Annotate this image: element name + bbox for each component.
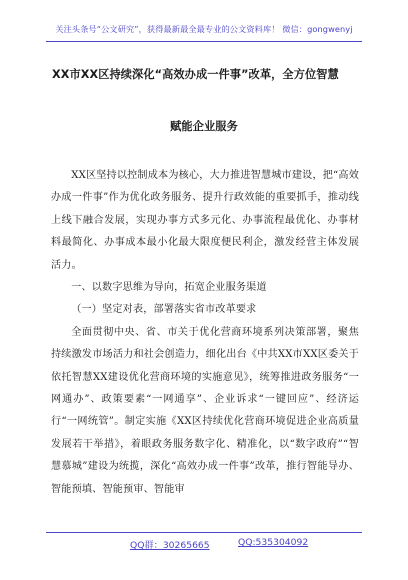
- body-paragraph: 全面贯彻中央、省、市关于优化营商环境系列决策部署，聚焦持续激发市场活力和社会创造力，细化出台《中共XX市XX区委关于依托智慧XX建设优化营商环境的实施意见》，统筹推进政务服务“一网通办”、政策要素“一网通享”、企业诉求“一键回应”、经济运行“一网统管”。制定实施《XX区持续优化营商环境促进企业高质量发展若干举措》，着眼政务服务数字化、精准化，以“数字政府”“智慧慕城”建设为统揽，深化“高效办成一件事”改革，推行智能导办、智能预填、智能预审、智能审: [51, 326, 359, 495]
- header-divider: [46, 41, 362, 42]
- header-banner: 关注头条号“公文研究”，获得最新最全最专业的公文资料库！ 微信：gongwenyj: [55, 24, 353, 34]
- footer-divider: [46, 532, 362, 533]
- document-title-line-2: 赋能企业服务: [170, 120, 238, 133]
- intro-paragraph: XX区坚持以控制成本为核心，大力推进智慧城市建设，把“高效办成一件事”作为优化政务服务、提升行政效能的重要抓手，推动线上线下融合发展，实现办事方式多元化、办事流程最优化、办事材料最简化、办事成本最小化最大限度便民利企，激发经营主体发展活力。: [51, 170, 359, 271]
- footer-qq-group-link[interactable]: QQ群：30265665: [130, 540, 210, 551]
- subsection-heading: （一）坚定对表，部署落实省市改革要求: [71, 304, 257, 316]
- document-body: [51, 165, 359, 501]
- document-title-line-1: XX市XX区持续深化“高效办成一件事”改革，全方位智慧: [52, 68, 339, 81]
- footer-qq-link[interactable]: QQ:535304092: [238, 537, 309, 548]
- section-heading: 一、以数字思维为导向，拓宽企业服务渠道: [71, 282, 267, 294]
